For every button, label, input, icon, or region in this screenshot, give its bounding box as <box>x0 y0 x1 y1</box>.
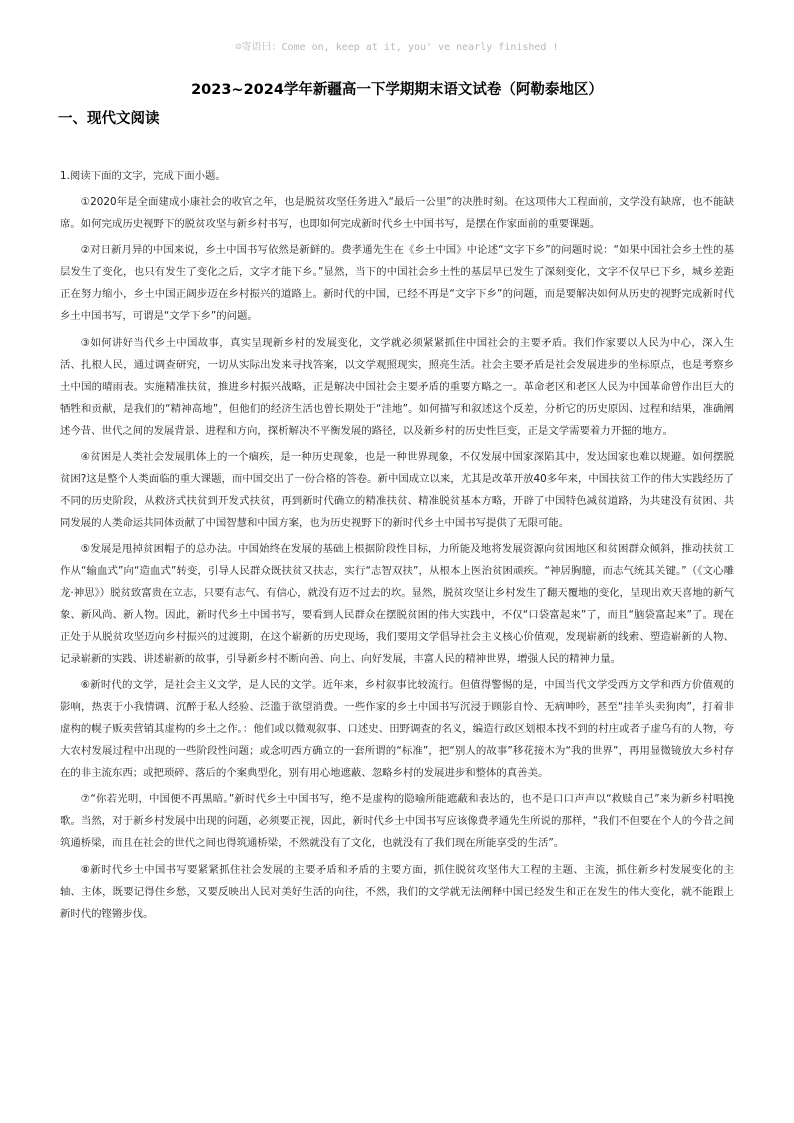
reading-passage <box>60 165 734 929</box>
question-prompt: 1.阅读下面的文字，完成下面小题。 <box>60 170 226 182</box>
paragraph-7: ⑦“你若光明，中国便不再黑暗。”新时代乡土中国书写，绝不是虚构的隐喻所能遮蔽和表达的，也不是口口声声以“救赎自己”来为新乡村唱挽歌。当然，对于新乡村发展中出现的问题，必须要正视，因此，新时代乡土中国书写应该像费孝通先生所说的那样，“我们不但要在个人的今昔之间筑通桥梁，而且在社会的世代之间也得筑通桥梁，不然就没有了文化，也就没有了我们现在所能享受的生活”。 <box>60 793 734 850</box>
paragraph-6: ⑥新时代的文学，是社会主义文学，是人民的文学。近年来，乡村叙事比较流行。但值得警惕的是，中国当代文学受西方文学和西方价值观的影响，热衷于小我情调、沉醉于私人经验、泛滥于欲望消费。一些作家的乡土中国书写沉浸于顾影自怜、无病呻吟，甚至“挂羊头卖狗肉”，打着非虚构的幌子贩卖营销其虚构的乡土之作。：他们或以微观叙事、口述史、田野调查的名义，编造行政区划根本找不到的村庄或者子虚乌有的人物，夸大农村发展过程中出现的一些阶段性问题；或念叨西方确立的一套所谓的“标准”，把“别人的故事”移花接木为“我的世界”，再用显微镜放大乡村存在的非主流东西；或把琐碎、落后的个案典型化，别有用心地遮蔽、忽略乡村的发展进步和整体的真善美。 <box>60 679 734 780</box>
page-title: 2023~2024学年新疆高一下学期期末语文试卷（阿勒泰地区） <box>191 82 603 98</box>
paragraph-8: ⑧新时代乡土中国书写要紧紧抓住社会发展的主要矛盾和矛盾的主要方面，抓住脱贫攻坚伟大工程的主题、主流，抓住新乡村发展变化的主轴、主体，既要记得住乡愁，又要反映出人民对美好生活的向往，不然，我们的文学就无法阐释中国已经发生和正在发生的伟大变化，就不能跟上新时代的铿锵步伐。 <box>60 863 734 920</box>
paragraph-1: ①2020年是全面建成小康社会的收官之年，也是脱贫攻坚任务进入“最后一公里”的决胜时刻。在这项伟大工程面前，文学没有缺席，也不能缺席。如何完成历史视野下的脱贫攻坚与新乡村书写，也即如何完成新时代乡土中国书写，是摆在作家面前的重要课题。 <box>60 196 734 231</box>
paragraph-5: ⑤发展是甩掉贫困帽子的总办法。中国始终在发展的基础上根据阶段性目标，力所能及地将发展资源向贫困地区和贫困群众倾斜，推动扶贫工作从“输血式”向“造血式”转变，引导人民群众既扶贫又扶志，实行“志智双扶”，从根本上医治贫困顽疾。“神居胸臆，而志气统其关键。”（《文心雕龙·神思》）脱贫致富贵在立志，只要有志气、有信心，就没有迈不过去的坎。显然，脱贫攻坚让乡村发生了翻天覆地的变化，呈现出欢天喜地的新气象、新风尚、新人物。因此，新时代乡土中国书写，要看到人民群众在摆脱贫困的伟大实践中，不仅“口袋富起来”了，而且“脑袋富起来”了。现在正处于从脱贫攻坚迈向乡村振兴的过渡期，在这个崭新的历史现场，我们要用文学倡导社会主义核心价值观，发现崭新的线索、塑造崭新的人物、记录崭新的实践、讲述崭新的故事，引导新乡村不断向善、向上、向好发展，丰富人民的精神世界，增强人民的精神力量。 <box>60 542 734 665</box>
paragraph-3: ③如何讲好当代乡土中国故事，真实呈现新乡村的发展变化，文学就必须紧紧抓住中国社会的主要矛盾。我们作家要以人民为中心，深入生活、扎根人民，通过调查研究，一切从实际出发来寻找答案，以文学观照现实，照亮生活。社会主要矛盾是社会发展进步的坐标原点，也是考察乡土中国的晴雨表。实施精准扶贫，推进乡村振兴战略，正是解决中国社会主要矛盾的重要方略之一。革命老区和老区人民为中国革命曾作出巨大的牺牲和贡献，是我们的“精神高地”，但他们的经济生活也曾长期处于“洼地”。如何描写和叙述这个反差，分析它的历史原因、过程和结果，准确阐述今昔、世代之间的发展背景、进程和方向，探析解决不平衡发展的路径，以及新乡村的历史性巨变，正是文学需要着力开掘的地方。 <box>60 336 734 437</box>
paragraph-2: ②对日新月异的中国来说，乡土中国书写依然是新鲜的。费孝通先生在《乡土中国》中论述“文字下乡”的问题时说：“如果中国社会乡土性的基层发生了变化，也只有发生了变化之后，文字才能下乡。”显然，当下的中国社会乡土性的基层早已发生了深刻变化，文字不仅早已下乡，城乡差距正在努力缩小，乡土中国正阔步迈在乡村振兴的道路上。新时代的中国，已经不再是“文字下乡”的问题，而是要解决如何从历史的视野完成新时代乡土中国书写，可谓是“文学下乡”的问题。 <box>60 244 734 323</box>
watermark: ☺寄语曰：Come on, keep at it, you' ve nearly finished ! <box>235 42 559 53</box>
paragraph-4: ④贫困是人类社会发展肌体上的一个痼疾，是一种历史现象，也是一种世界现象，不仅发展中国家深陷其中，发达国家也难以规避。如何摆脱贫困?这是整个人类面临的重大课题，而中国交出了一份合格的答卷。新中国成立以来，尤其是改革开放40多年来，中国扶贫工作的伟大实践经历了不同的历史阶段，从救济式扶贫到开发式扶贫，再到新时代确立的精准扶贫、精准脱贫基本方略，开辟了中国特色减贫道路，为共建没有贫困、共同发展的人类命运共同体贡献了中国智慧和中国方案，也为历史视野下的新时代乡土中国书写提供了无限可能。 <box>60 450 734 529</box>
section-heading: 一、现代文阅读 <box>58 111 160 127</box>
